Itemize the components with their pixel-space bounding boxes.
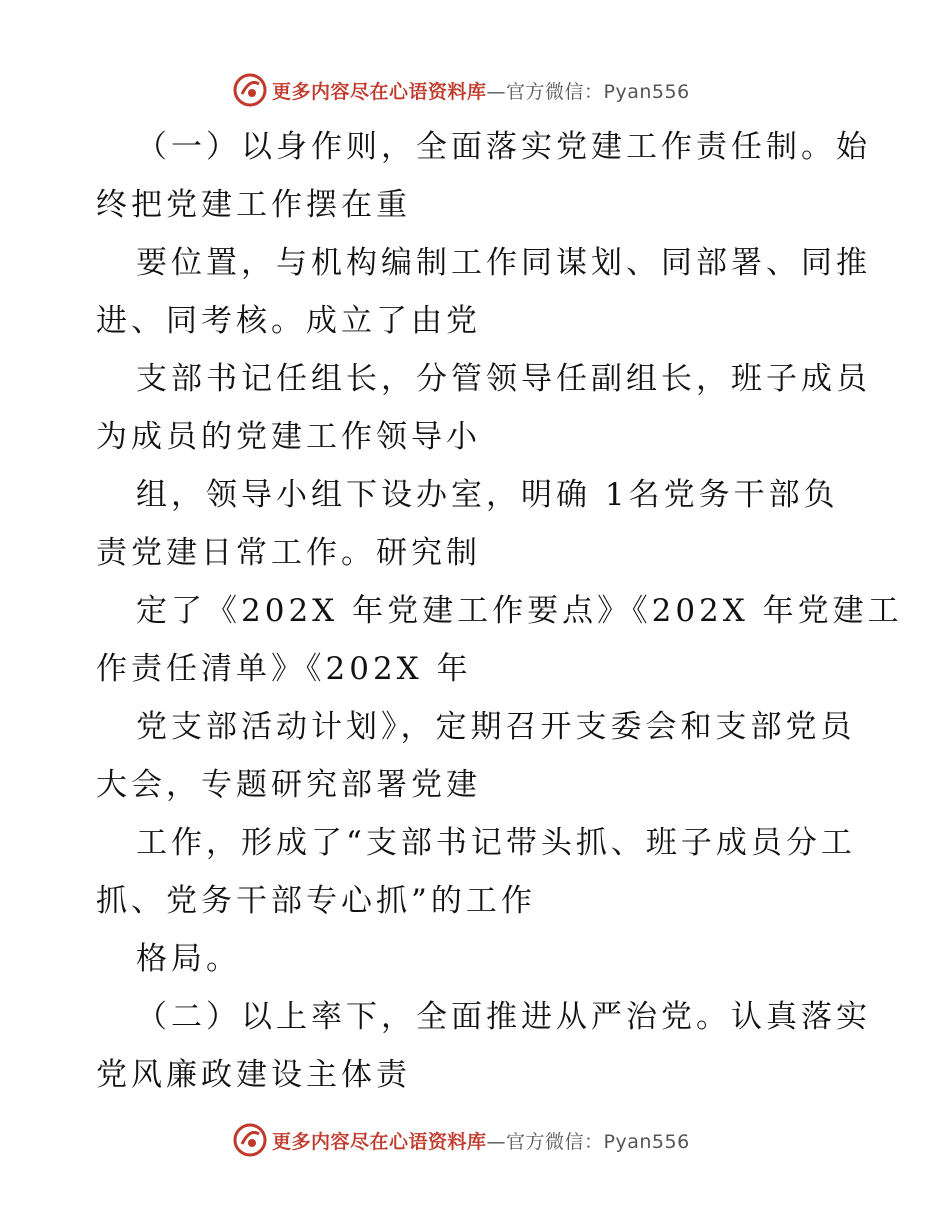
- text-line: 党风廉政建设主体责: [96, 1057, 411, 1093]
- header-banner-text: [272, 77, 690, 104]
- text-line: 定了《202X 年党建工作要点》《202X 年党建工: [136, 593, 903, 629]
- header-banner: [232, 70, 690, 110]
- header-official-text: 官方微信：Pyan556: [506, 80, 690, 103]
- text-line: 为成员的党建工作领导小: [96, 419, 481, 455]
- text-line: 进、同考核。成立了由党: [96, 303, 481, 339]
- text-line: 党支部活动计划》，定期召开支委会和支部党员: [136, 709, 856, 745]
- text-line: 大会，专题研究部署党建: [96, 767, 481, 803]
- header-brand-text: 更多内容尽在心语资料库: [272, 80, 487, 103]
- footer-official-text: 官方微信：Pyan556: [506, 1130, 690, 1153]
- text-line: 抓、党务干部专心抓”的工作: [96, 883, 536, 919]
- text-line: 作责任清单》《202X 年: [96, 651, 472, 687]
- footer-separator: —: [486, 1130, 507, 1153]
- red-circular-logo-icon: [232, 1122, 268, 1158]
- red-circular-logo-icon: [232, 72, 268, 108]
- text-line: 组，领导小组下设办室，明确 1名党务干部负: [136, 477, 839, 513]
- text-line: 工作，形成了“支部书记带头抓、班子成员分工: [136, 825, 856, 861]
- text-line: 要位置，与机构编制工作同谋划、同部署、同推: [136, 245, 871, 281]
- footer-banner: [232, 1120, 690, 1160]
- text-line: 责党建日常工作。研究制: [96, 535, 481, 571]
- header-separator: —: [486, 80, 507, 103]
- text-line: 支部书记任组长，分管领导任副组长，班子成员: [136, 361, 871, 397]
- text-line: （一）以身作则，全面落实党建工作责任制。始: [136, 129, 871, 165]
- text-line: 格局。: [136, 941, 241, 977]
- footer-brand-text: 更多内容尽在心语资料库: [272, 1130, 487, 1153]
- text-line: 终把党建工作摆在重: [96, 187, 411, 223]
- document-body: [96, 118, 926, 1104]
- footer-banner-text: [272, 1127, 690, 1154]
- text-line: （二）以上率下，全面推进从严治党。认真落实: [136, 999, 871, 1035]
